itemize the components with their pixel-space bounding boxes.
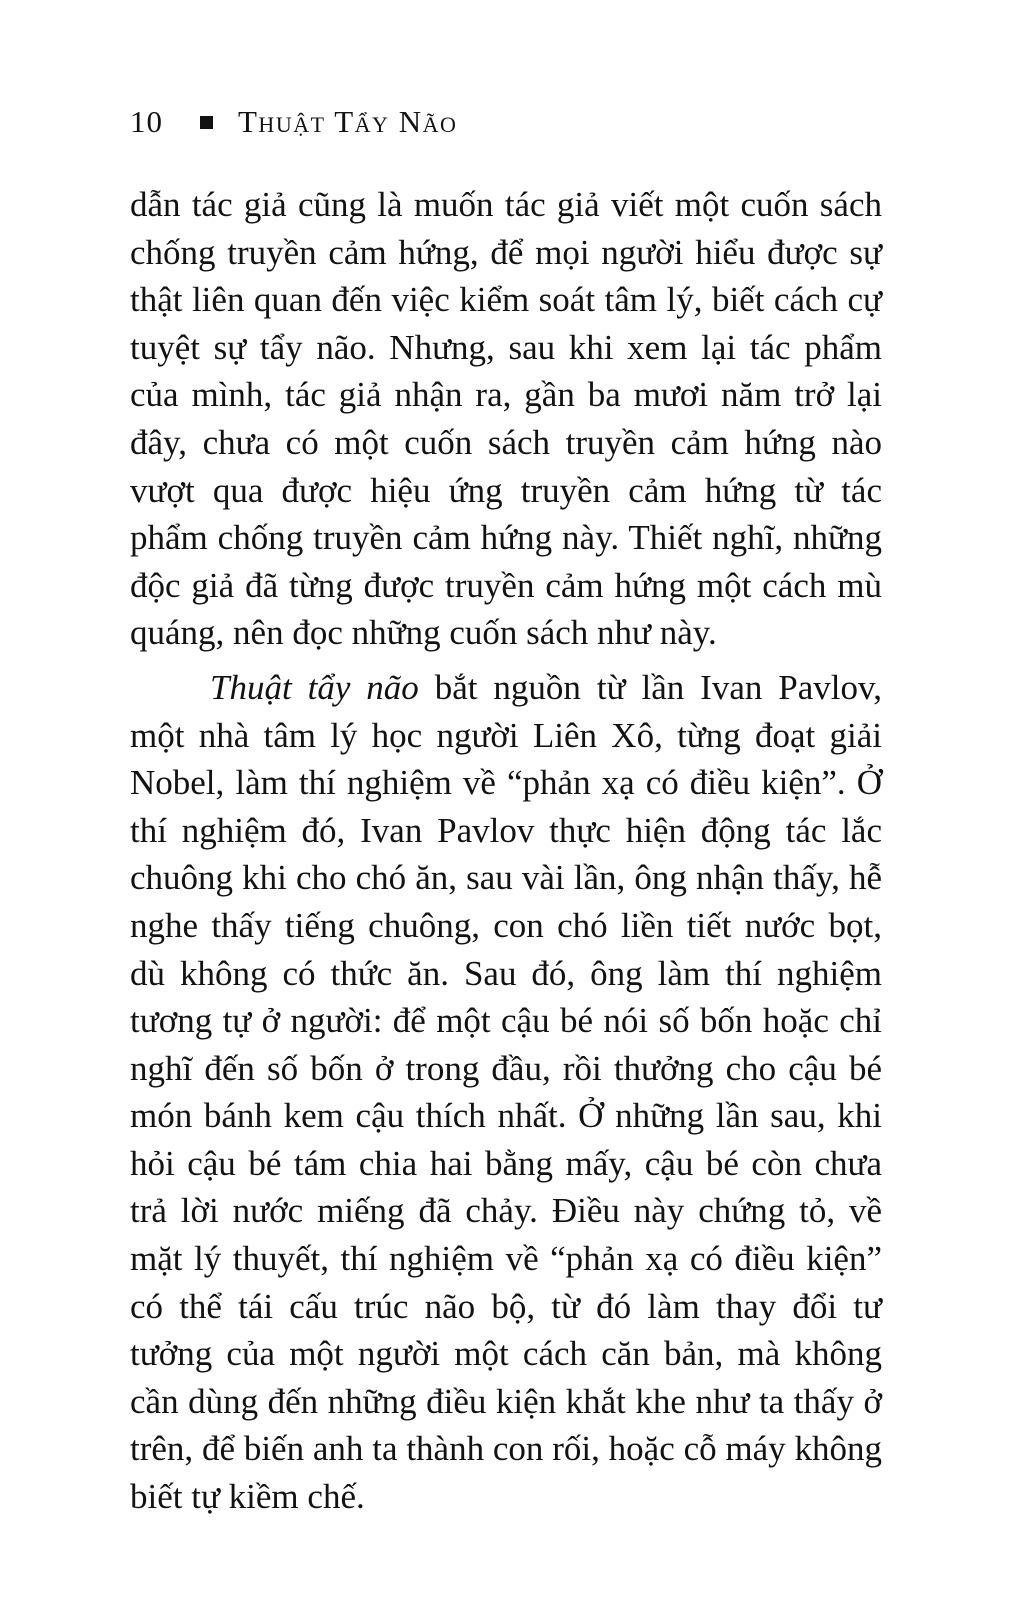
- paragraph-text: bắt nguồn từ lần Ivan Pavlov, một nhà tâm lý học người Liên Xô, từng đoạt giải Nobel, làm thí nghiệm về “phản xạ có điều kiện”. Ở thí nghiệm đó, Ivan Pavlov thực hiện động tác lắc chuông khi cho chó ăn, sau vài lần, ông nhận thấy, hễ nghe thấy tiếng chuông, con chó liền tiết nước bọt, dù không có thức ăn. Sau đó, ông làm thí nghiệm tương tự ở người: để một cậu bé nói số bốn hoặc chỉ nghĩ đến số bốn ở trong đầu, rồi thưởng cho cậu bé món bánh kem cậu thích nhất. Ở những lần sau, khi hỏi cậu bé tám chia hai bằng mấy, cậu bé còn chưa trả lời nước miếng đã chảy. Điều này chứng tỏ, về mặt lý thuyết, thí nghiệm về “phản xạ có điều kiện” có thể tái cấu trúc não bộ, từ đó làm thay đổi tư tưởng của một người một cách căn bản, mà không cần dùng đến những điều kiện khắt khe như ta thấy ở trên, để biến anh ta thành con rối, hoặc cỗ máy không biết tự kiềm chế.: [130, 667, 882, 1517]
- running-header: [130, 104, 457, 140]
- paragraph-text: dẫn tác giả cũng là muốn tác giả viết một cuốn sách chống truyền cảm hứng, để mọi người hiểu được sự thật liên quan đến việc kiểm soát tâm lý, biết cách cự tuyệt sự tẩy não. Nhưng, sau khi xem lại tác phẩm của mình, tác giả nhận ra, gần ba mươi năm trở lại đây, chưa có một cuốn sách truyền cảm hứng nào vượt qua được hiệu ứng truyền cảm hứng từ tác phẩm chống truyền cảm hứng này. Thiết nghĩ, những độc giả đã từng được truyền cảm hứng một cách mù quáng, nên đọc những cuốn sách như này.: [130, 185, 882, 653]
- body-text: [130, 181, 882, 1521]
- paragraph: [130, 181, 882, 657]
- running-title: Thuật Tẩy Não: [238, 104, 458, 139]
- page-number: 10: [130, 104, 163, 139]
- paragraph: [130, 664, 882, 1521]
- square-bullet-icon: [200, 116, 213, 129]
- book-title-italic: Thuật tẩy não: [210, 667, 419, 707]
